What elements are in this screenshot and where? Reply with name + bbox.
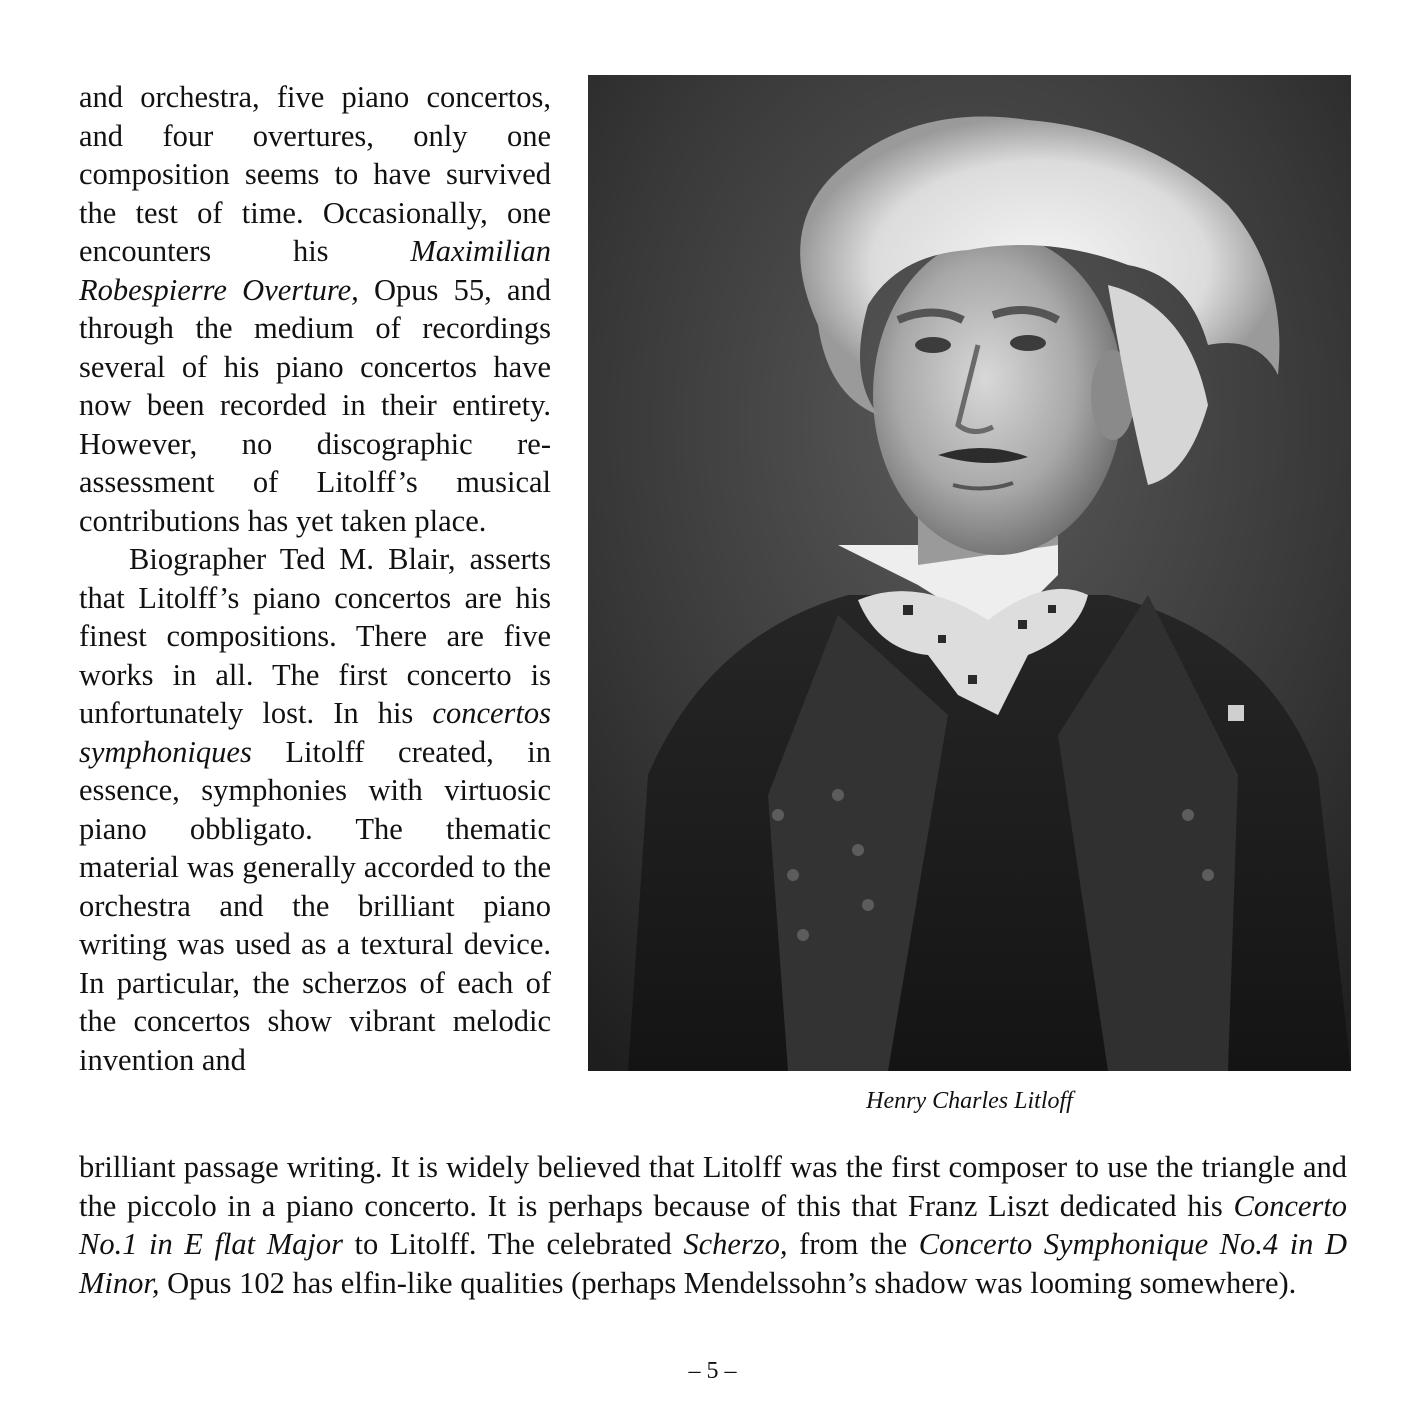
work-title: Concerto No.1 in E flat Major (79, 1188, 1347, 1261)
work-title: concertos symphoniques (79, 696, 551, 769)
left-text-column (79, 78, 551, 1079)
text-run: from the (787, 1227, 919, 1261)
work-title: Scherzo, (683, 1227, 788, 1261)
photo-caption: Henry Charles Litloff (866, 1088, 1073, 1114)
page-number: – 5 – (688, 1358, 737, 1384)
paragraph (79, 1148, 1347, 1302)
paragraph (79, 78, 551, 540)
text-run: to Litolff. The celebrated (342, 1227, 684, 1261)
portrait-photo (588, 75, 1351, 1071)
work-title: Concerto Symphonique No.4 in D Minor, (79, 1227, 1347, 1300)
paragraph (79, 540, 551, 1079)
text-run: Opus 102 has elfin-like qualities (perhaps Mendelssohn’s shadow was looming somewhere). (159, 1265, 1297, 1300)
text-run: Litolff created, in essence, symphonies with virtuosic piano obbligato. The thematic material was generally accorded to the orchestra and the brilliant piano writing was used as a textural device. In particular, the scherzos of each of the concertos show vibrant melodic invention and (79, 734, 551, 1077)
portrait-illustration (588, 75, 1351, 1071)
full-width-text (79, 1148, 1347, 1302)
text-run: Opus 55, and through the medium of recordings several of his piano concertos have now been recorded in their entirety. However, no discographic re-assessment of Litolff’s musical contributions has yet taken place. (79, 272, 551, 538)
text-run: brilliant passage writing. It is widely believed that Litolff was the first composer to use the triangle and the piccolo in a piano concerto. It is perhaps because of this that Franz Liszt dedicated his (79, 1150, 1347, 1223)
work-title: Maximilian Robespierre Overture, (79, 234, 551, 307)
text-run: and orchestra, five piano concertos, and four overtures, only one composition seems to have survived the test of time. Occasionally, one encounters his (79, 80, 551, 268)
text-run: Biographer Ted M. Blair, asserts that Litolff’s piano concertos are his finest compositions. There are five works in all. The first concerto is unfortunately lost. In his (79, 542, 551, 730)
